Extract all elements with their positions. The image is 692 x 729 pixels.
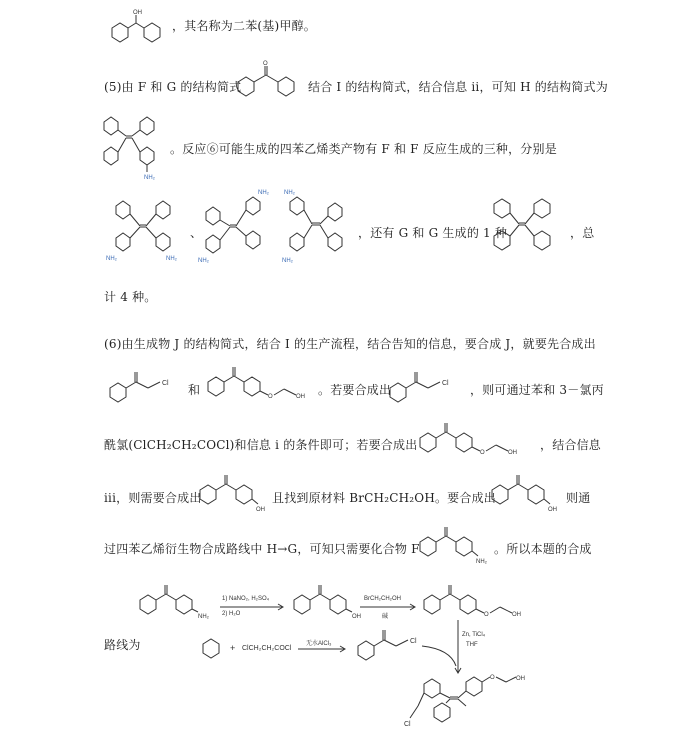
nh2-label-right: NH₂ [166, 256, 177, 262]
o-label: O [480, 450, 485, 456]
hydroxyethoxy-benzophenone-structure-2 [416, 416, 530, 464]
line-4-text-a: 、 [190, 226, 203, 240]
hydroxyethoxy-benzophenone-structure-1 [204, 360, 318, 408]
arrow-2-top-label: BrCH₂CH₂OH [364, 596, 401, 602]
line-1-text: ，其名称为二苯(基)甲醇。 [172, 19, 316, 33]
oh-label: OH [296, 394, 305, 400]
diphenylmethanol-structure [104, 6, 168, 46]
nh2-label-top: NH₂ [284, 190, 295, 196]
line-9-text-c: 则通 [566, 491, 591, 505]
route-arrow-1 [220, 604, 286, 610]
line-7-text-a: 和 [188, 383, 201, 397]
hydroxybenzophenone-structure-2 [488, 470, 564, 516]
line-6-text: (6)由生成物 J 的结构简式，结合 I 的生产流程，结合告知的信息，要合成 J，就要先合成出 [104, 337, 596, 351]
line-3-text: 。反应⑥可能生成的四苯乙烯类产物有 F 和 F 反应生成的三种，分别是 [170, 142, 557, 156]
line-7-text-b: 。若要合成出 [318, 383, 392, 397]
route-merge-arrow [420, 618, 470, 674]
benzophenone-structure [232, 58, 304, 102]
line-2-text-a: (5)由 F 和 G 的结构简式 [104, 80, 242, 94]
route-reagent-label: ClCH₂CH₂COCl [242, 645, 292, 652]
chloropropiophenone-structure-1 [104, 362, 186, 408]
nh2-label-bottom: NH₂ [198, 258, 209, 264]
arrow-2-bottom-label: 碱 [382, 614, 389, 620]
route-aminobenzophenone-structure [136, 580, 216, 626]
ff-product-2-structure [196, 186, 278, 268]
plus-sign: + [230, 643, 236, 653]
nh2-label: NH₂ [476, 559, 487, 565]
compound-h-structure [100, 108, 168, 184]
oh-label: OH [133, 10, 142, 16]
line-10-text-a: 过四苯乙烯衍生物合成路线中 H→G，可知只需要化合物 F [104, 542, 420, 556]
route-benzene-structure [200, 638, 222, 660]
line-4-text-b: ，还有 G 和 G 生成的 1 种 [358, 226, 508, 240]
line-9-text-b: 且找到原材料 BrCH₂CH₂OH。要合成出 [272, 491, 496, 505]
gg-product-structure [486, 194, 566, 264]
route-arrow-2 [360, 604, 418, 610]
arrow-3-top-label: 无水AlCl₃ [306, 641, 332, 647]
line-8-text-a: 酰氯(ClCH₂CH₂COCl)和信息 i 的条件即可；若要合成出 [104, 438, 418, 452]
product-j-structure [404, 672, 564, 728]
oh-label: OH [508, 450, 517, 456]
ff-product-1-structure [104, 196, 190, 266]
cl-label: Cl [162, 380, 169, 387]
cl-label: Cl [404, 721, 411, 728]
line-4-text-c: ，总 [570, 226, 595, 240]
oh-label: OH [256, 507, 265, 513]
line-7-text-c: ，则可通过苯和 3－氯丙 [470, 383, 604, 397]
nh2-label: NH₂ [144, 175, 155, 181]
line-11-text: 路线为 [104, 638, 141, 652]
oh-label: OH [512, 612, 521, 618]
line-9-text-a: iii，则需要合成出 [104, 491, 202, 505]
hydroxybenzophenone-structure-1 [196, 470, 272, 516]
cl-label: Cl [442, 380, 449, 387]
arrow-1-top-label: 1) NaNO₂, H₂SO₄ [222, 596, 270, 602]
o-label: O [490, 675, 495, 681]
nh2-label: NH₂ [198, 614, 209, 620]
arrow-4-bottom-label: THF [466, 642, 478, 648]
aminobenzophenone-structure [416, 522, 494, 568]
oh-label: OH [548, 507, 557, 513]
o-label: O [484, 612, 489, 618]
nh2-label-top: NH₂ [258, 190, 269, 196]
line-2-text-b: 结合 I 的结构简式，结合信息 ii，可知 H 的结构简式为 [308, 80, 608, 94]
nh2-label-left: NH₂ [106, 256, 117, 262]
line-8-text-b: ，结合信息 [540, 438, 602, 452]
arrow-1-bottom-label: 2) H₂O [222, 611, 241, 617]
nh2-label-bottom: NH₂ [282, 258, 293, 264]
o-label: O [268, 394, 273, 400]
cl-label: Cl [410, 638, 417, 645]
oh-label: OH [352, 614, 361, 620]
line-5-text: 计 4 种。 [104, 290, 157, 304]
ff-product-3-structure [280, 186, 360, 268]
line-10-text-b: 。所以本题的合成 [494, 542, 592, 556]
chloropropiophenone-structure-2 [384, 362, 466, 408]
arrow-4-top-label: Zn, TiCl₄ [462, 632, 486, 638]
o-label: O [263, 61, 268, 67]
oh-label: OH [516, 676, 525, 682]
